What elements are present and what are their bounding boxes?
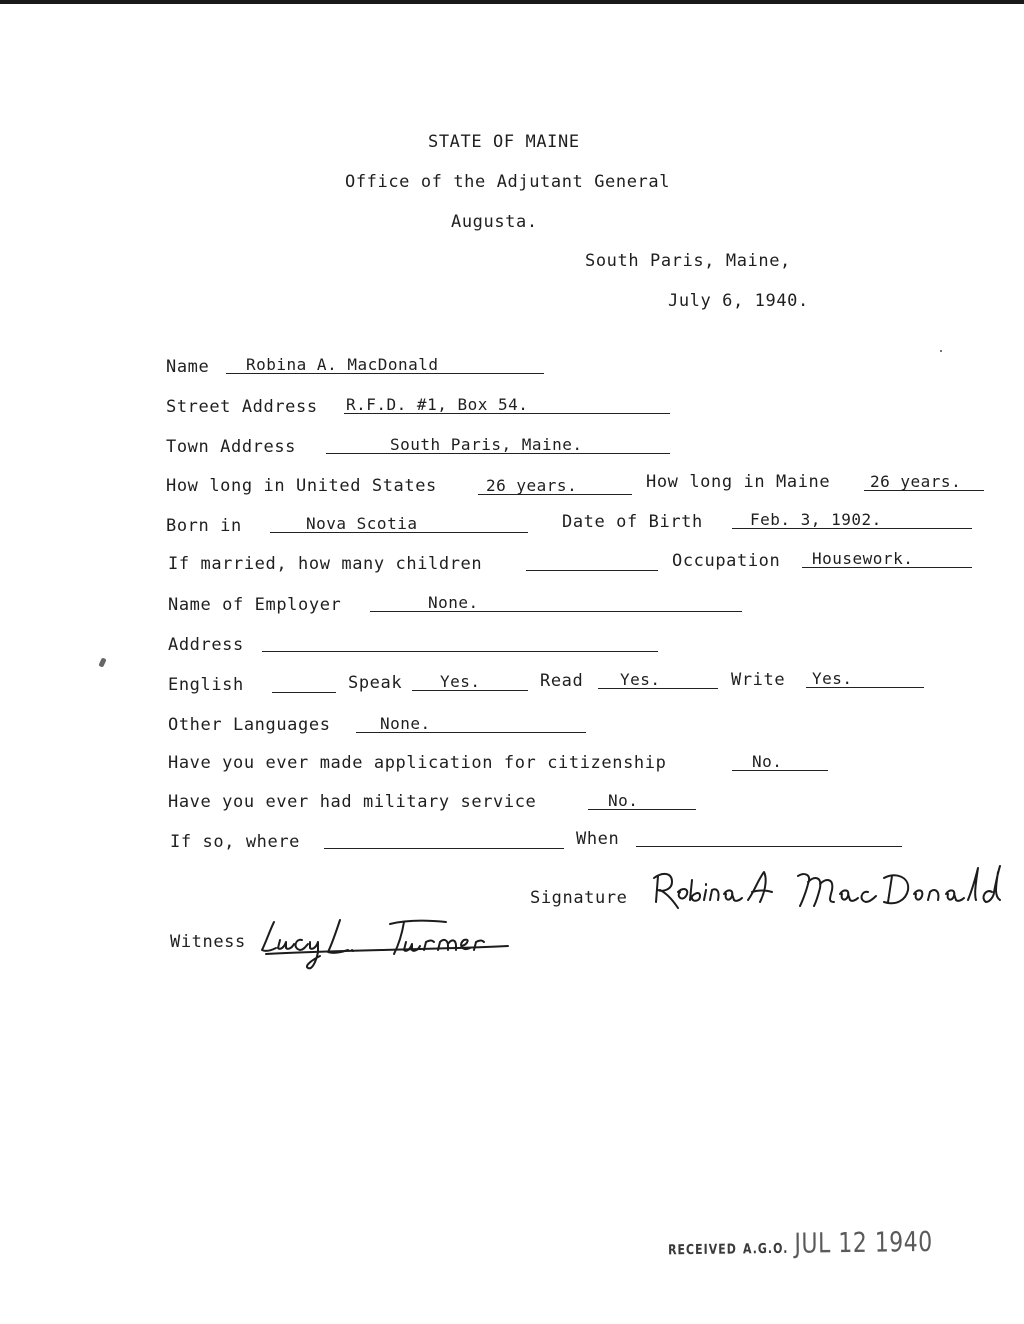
citizenship-value: No. <box>752 752 783 771</box>
stamp-received: RECEIVED <box>667 1240 737 1259</box>
signature-label: Signature <box>530 888 628 908</box>
write-value: Yes. <box>812 669 853 688</box>
city-heading: Augusta. <box>451 212 538 232</box>
state-heading: STATE OF MAINE <box>428 132 580 152</box>
us-years-label: How long in United States <box>166 476 437 496</box>
street-field <box>344 391 670 414</box>
dob-value: Feb. 3, 1902. <box>750 510 882 529</box>
speak-value: Yes. <box>440 672 481 691</box>
town-label: Town Address <box>166 437 297 457</box>
employer-label: Name of Employer <box>168 595 342 615</box>
occupation-label: Occupation <box>672 551 781 571</box>
stamp-date: JUL 12 1940 <box>794 1227 933 1261</box>
received-stamp <box>668 1227 933 1262</box>
where-field <box>324 826 564 849</box>
town-field <box>326 431 670 454</box>
employer-value: None. <box>428 593 479 612</box>
military-field <box>588 787 696 810</box>
occupation-field <box>802 545 972 568</box>
street-value: R.F.D. #1, Box 54. <box>346 395 529 414</box>
when-label: When <box>576 829 620 849</box>
other-languages-value: None. <box>380 714 431 733</box>
town-value: South Paris, Maine. <box>390 435 583 454</box>
us-years-field <box>478 472 632 495</box>
speak-field <box>412 668 528 691</box>
english-field <box>272 670 336 693</box>
employer-field <box>370 589 742 612</box>
children-label: If married, how many children <box>168 554 483 574</box>
english-label: English <box>168 675 244 695</box>
other-languages-field <box>356 710 586 733</box>
children-field <box>526 548 658 571</box>
place-line: South Paris, Maine, <box>585 251 791 271</box>
signature-handwriting <box>648 862 1008 922</box>
us-years-value: 26 years. <box>486 476 578 495</box>
write-label: Write <box>731 670 786 690</box>
maine-years-value: 26 years. <box>870 472 962 491</box>
scan-top-edge <box>0 0 1024 4</box>
office-heading: Office of the Adjutant General <box>345 172 671 192</box>
street-label: Street Address <box>166 397 318 417</box>
born-label: Born in <box>166 516 242 536</box>
address-label: Address <box>168 635 244 655</box>
stamp-office: A.G.O. <box>742 1240 789 1258</box>
write-field <box>806 665 924 688</box>
read-field <box>598 666 718 689</box>
witness-handwriting <box>256 910 516 974</box>
scan-mark <box>98 657 106 667</box>
where-label: If so, where <box>170 832 301 852</box>
speak-label: Speak <box>348 673 403 693</box>
maine-years-label: How long in Maine <box>646 472 831 492</box>
name-field <box>226 351 544 374</box>
name-label: Name <box>166 357 210 377</box>
date-line: July 6, 1940. <box>668 291 809 311</box>
dob-field <box>732 506 972 529</box>
address-field <box>262 629 658 652</box>
scan-speck <box>940 350 942 352</box>
occupation-value: Housework. <box>812 549 914 568</box>
maine-years-field <box>864 468 984 491</box>
military-label: Have you ever had military service <box>168 792 537 812</box>
military-value: No. <box>608 791 639 810</box>
witness-label: Witness <box>170 932 246 952</box>
born-value: Nova Scotia <box>306 514 418 533</box>
born-field <box>270 510 528 533</box>
read-value: Yes. <box>620 670 661 689</box>
citizenship-field <box>732 748 828 771</box>
read-label: Read <box>540 671 584 691</box>
other-languages-label: Other Languages <box>168 715 331 735</box>
name-value: Robina A. MacDonald <box>246 355 439 374</box>
dob-label: Date of Birth <box>562 512 703 532</box>
when-field <box>636 824 902 847</box>
citizenship-label: Have you ever made application for citizenship <box>168 753 667 773</box>
